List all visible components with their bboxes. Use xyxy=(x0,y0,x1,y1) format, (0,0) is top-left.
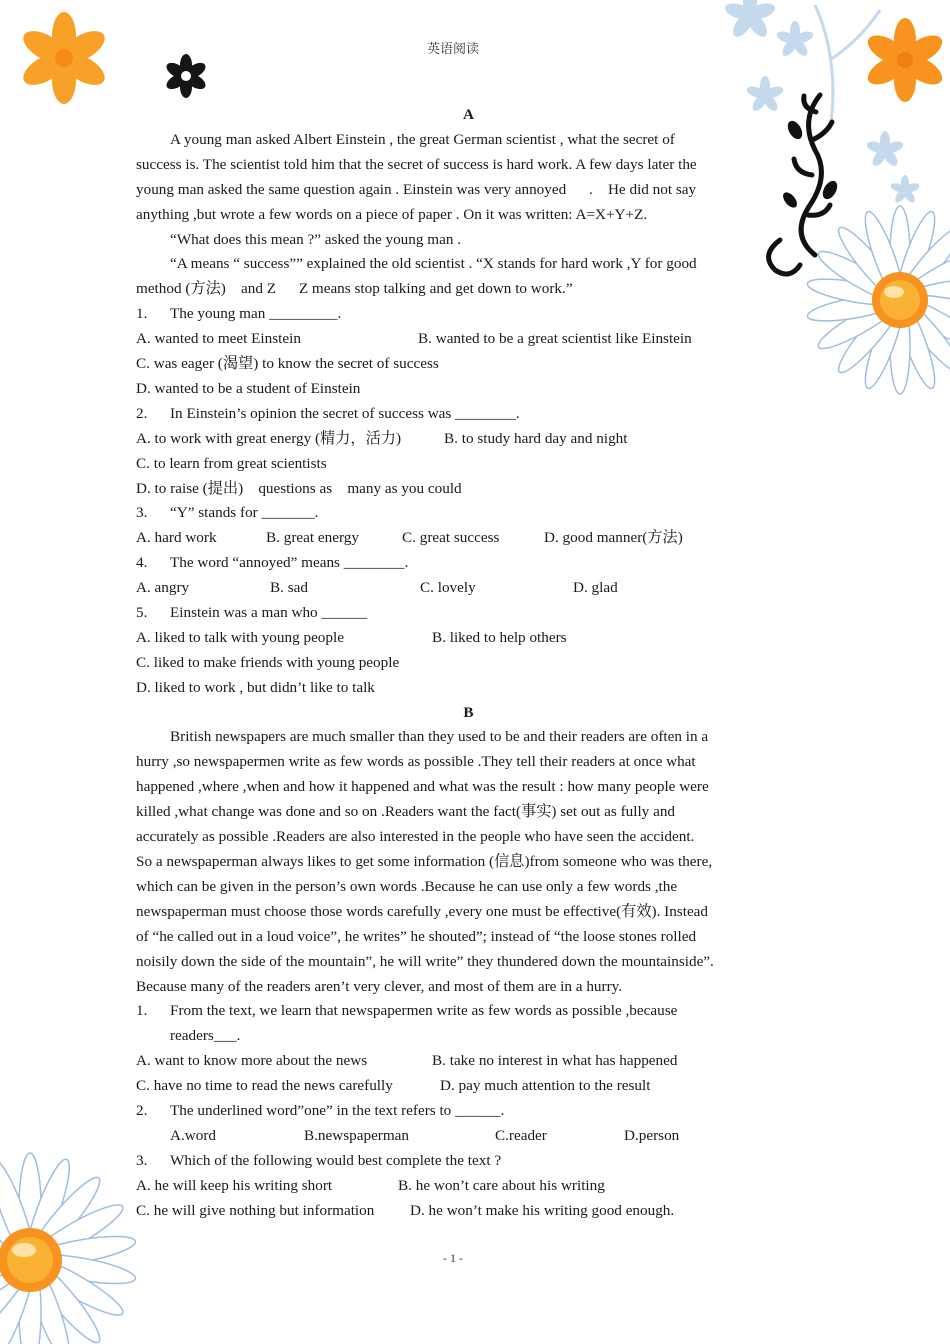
option: B. sad xyxy=(270,579,308,597)
option-row xyxy=(136,1124,781,1149)
question-text: The word “annoyed” means ________. xyxy=(170,554,409,572)
option-row xyxy=(136,1174,781,1199)
option-row xyxy=(136,477,781,502)
section-b-heading: B xyxy=(463,703,474,721)
option: B. liked to help others xyxy=(432,628,567,646)
option-row xyxy=(136,452,781,477)
text-line: noisily down the side of the mountain”, he will write” they thundered down the mountainside”. xyxy=(136,952,714,970)
option: D. liked to work , but didn’t like to talk xyxy=(136,678,375,696)
option: C. he will give nothing but information xyxy=(136,1201,375,1219)
page-number: - 1 - xyxy=(443,1251,463,1265)
question-stem xyxy=(136,551,781,576)
text-line: accurately as possible .Readers are also interested in the people who have seen the accident. xyxy=(136,828,695,846)
text-line: happened ,where ,when and how it happened and what was the result : how many people were xyxy=(136,778,709,796)
option: C. to learn from great scientists xyxy=(136,454,327,472)
option-row xyxy=(136,1049,781,1074)
option: B.newspaperman xyxy=(304,1126,410,1144)
option-row xyxy=(136,352,781,377)
text-line: Because many of the readers aren’t very clever, and most of them are in a hurry. xyxy=(136,977,623,995)
text-line: method (方法) and Z Z means stop talking and get down to work.” xyxy=(136,280,573,298)
option: D. wanted to be a student of Einstein xyxy=(136,379,361,397)
option: A. angry xyxy=(136,579,190,597)
question-text: Which of the following would best complete the text ? xyxy=(170,1151,502,1169)
question-number: 2. xyxy=(136,404,148,422)
question-stem xyxy=(136,1149,781,1174)
question-stem xyxy=(136,302,781,327)
section-a-paragraph-3 xyxy=(136,252,781,302)
option: B. wanted to be a great scientist like Einstein xyxy=(418,330,692,348)
question-stem xyxy=(136,402,781,427)
text-line: British newspapers are much smaller than they used to be and their readers are often in a xyxy=(170,728,709,746)
option: C. liked to make friends with young people xyxy=(136,653,400,671)
text-line: A young man asked Albert Einstein , the great German scientist , what the secret of xyxy=(170,130,675,148)
question-text: The underlined word”one” in the text refers to ______. xyxy=(170,1102,505,1120)
question-number: 2. xyxy=(136,1102,148,1120)
section-b-paragraph xyxy=(136,725,781,999)
text-line: of “he called out in a loud voice”, he writes” he shouted”; instead of “the loose stones rolled xyxy=(136,927,697,945)
section-a-paragraph-2: “What does this mean ?” asked the young man . xyxy=(170,230,462,248)
question-number: 1. xyxy=(136,1002,148,1020)
option: C. have no time to read the news carefully xyxy=(136,1077,393,1095)
text-line: young man asked the same question again . Einstein was very annoyed . He did not say xyxy=(136,180,697,198)
option: D. good manner(方法) xyxy=(544,529,683,547)
option-row xyxy=(136,327,781,352)
option: A. want to know more about the news xyxy=(136,1052,368,1070)
option: D. to raise (提出) questions as many as you could xyxy=(136,479,462,497)
option-row xyxy=(136,576,781,601)
question-stem xyxy=(136,1099,781,1124)
question-number: 3. xyxy=(136,504,148,522)
option: A. liked to talk with young people xyxy=(136,628,344,646)
question-stem xyxy=(136,501,781,526)
question-number: 5. xyxy=(136,604,148,621)
text-line: hurry ,so newspapermen write as few words as possible .They tell their readers at once what xyxy=(136,753,696,771)
question-text: “Y” stands for _______. xyxy=(170,504,319,522)
option: A. hard work xyxy=(136,529,217,547)
question-text: The young man _________. xyxy=(170,305,342,323)
question-stem xyxy=(136,601,781,626)
section-a-heading: A xyxy=(463,106,474,123)
orange-flower-top-left-icon xyxy=(18,12,110,104)
black-flower-icon xyxy=(160,50,212,102)
option: A. to work with great energy (精力，活力) xyxy=(136,429,402,447)
question-number: 4. xyxy=(136,554,148,572)
question-text: Einstein was a man who ______ xyxy=(170,604,367,621)
text-line: So a newspaperman always likes to get some information (信息)from someone who was there, xyxy=(136,853,713,871)
option: A. he will keep his writing short xyxy=(136,1176,333,1194)
section-a-paragraph-1 xyxy=(136,128,781,228)
text-line: “A means “ success”” explained the old scientist . “X stands for hard work ,Y for good xyxy=(170,255,697,273)
option-row xyxy=(136,676,781,701)
page-header: 英语阅读 xyxy=(426,42,479,57)
option: D.person xyxy=(624,1126,680,1144)
option-row xyxy=(136,626,781,651)
option: D. pay much attention to the result xyxy=(440,1077,651,1095)
option: B. great energy xyxy=(266,529,359,547)
option-row xyxy=(136,427,781,452)
option: C. lovely xyxy=(420,579,476,597)
text-line: success is. The scientist told him that the secret of success is hard work. A few days later the xyxy=(136,155,697,173)
option: C.reader xyxy=(495,1126,547,1144)
option: B. to study hard day and night xyxy=(444,429,628,447)
option: D. glad xyxy=(573,579,618,597)
option: A.word xyxy=(170,1126,216,1144)
option: C. great success xyxy=(402,529,500,547)
question-number: 3. xyxy=(136,1151,148,1169)
option-row xyxy=(136,526,781,551)
option: D. he won’t make his writing good enough. xyxy=(410,1201,675,1219)
text-line: anything ,but wrote a few words on a piece of paper . On it was written: A=X+Y+Z. xyxy=(136,205,648,223)
option: B. he won’t care about his writing xyxy=(398,1176,605,1194)
question-stem xyxy=(136,999,781,1024)
option: C. was eager (渴望) to know the secret of success xyxy=(136,355,439,373)
question-text: In Einstein’s opinion the secret of success was ________. xyxy=(170,404,520,422)
text-line: which can be given in the person’s own words .Because he can use only a few words ,the xyxy=(136,877,678,895)
document-body xyxy=(136,103,781,1224)
question-text: From the text, we learn that newspapermen write as few words as possible ,because xyxy=(170,1002,678,1020)
option-row xyxy=(136,1199,781,1224)
option: B. take no interest in what has happened xyxy=(432,1052,678,1070)
option-row xyxy=(136,1074,781,1099)
question-stem-continued: readers___. xyxy=(170,1027,241,1045)
question-number: 1. xyxy=(136,305,148,323)
text-line: killed ,what change was done and so on .Readers want the fact(事实) set out as fully and xyxy=(136,803,676,821)
option: A. wanted to meet Einstein xyxy=(136,330,301,348)
option-row xyxy=(136,651,781,676)
option-row xyxy=(136,377,781,402)
text-line: newspaperman must choose those words carefully ,every one must be effective(有效). Instead xyxy=(136,902,709,920)
